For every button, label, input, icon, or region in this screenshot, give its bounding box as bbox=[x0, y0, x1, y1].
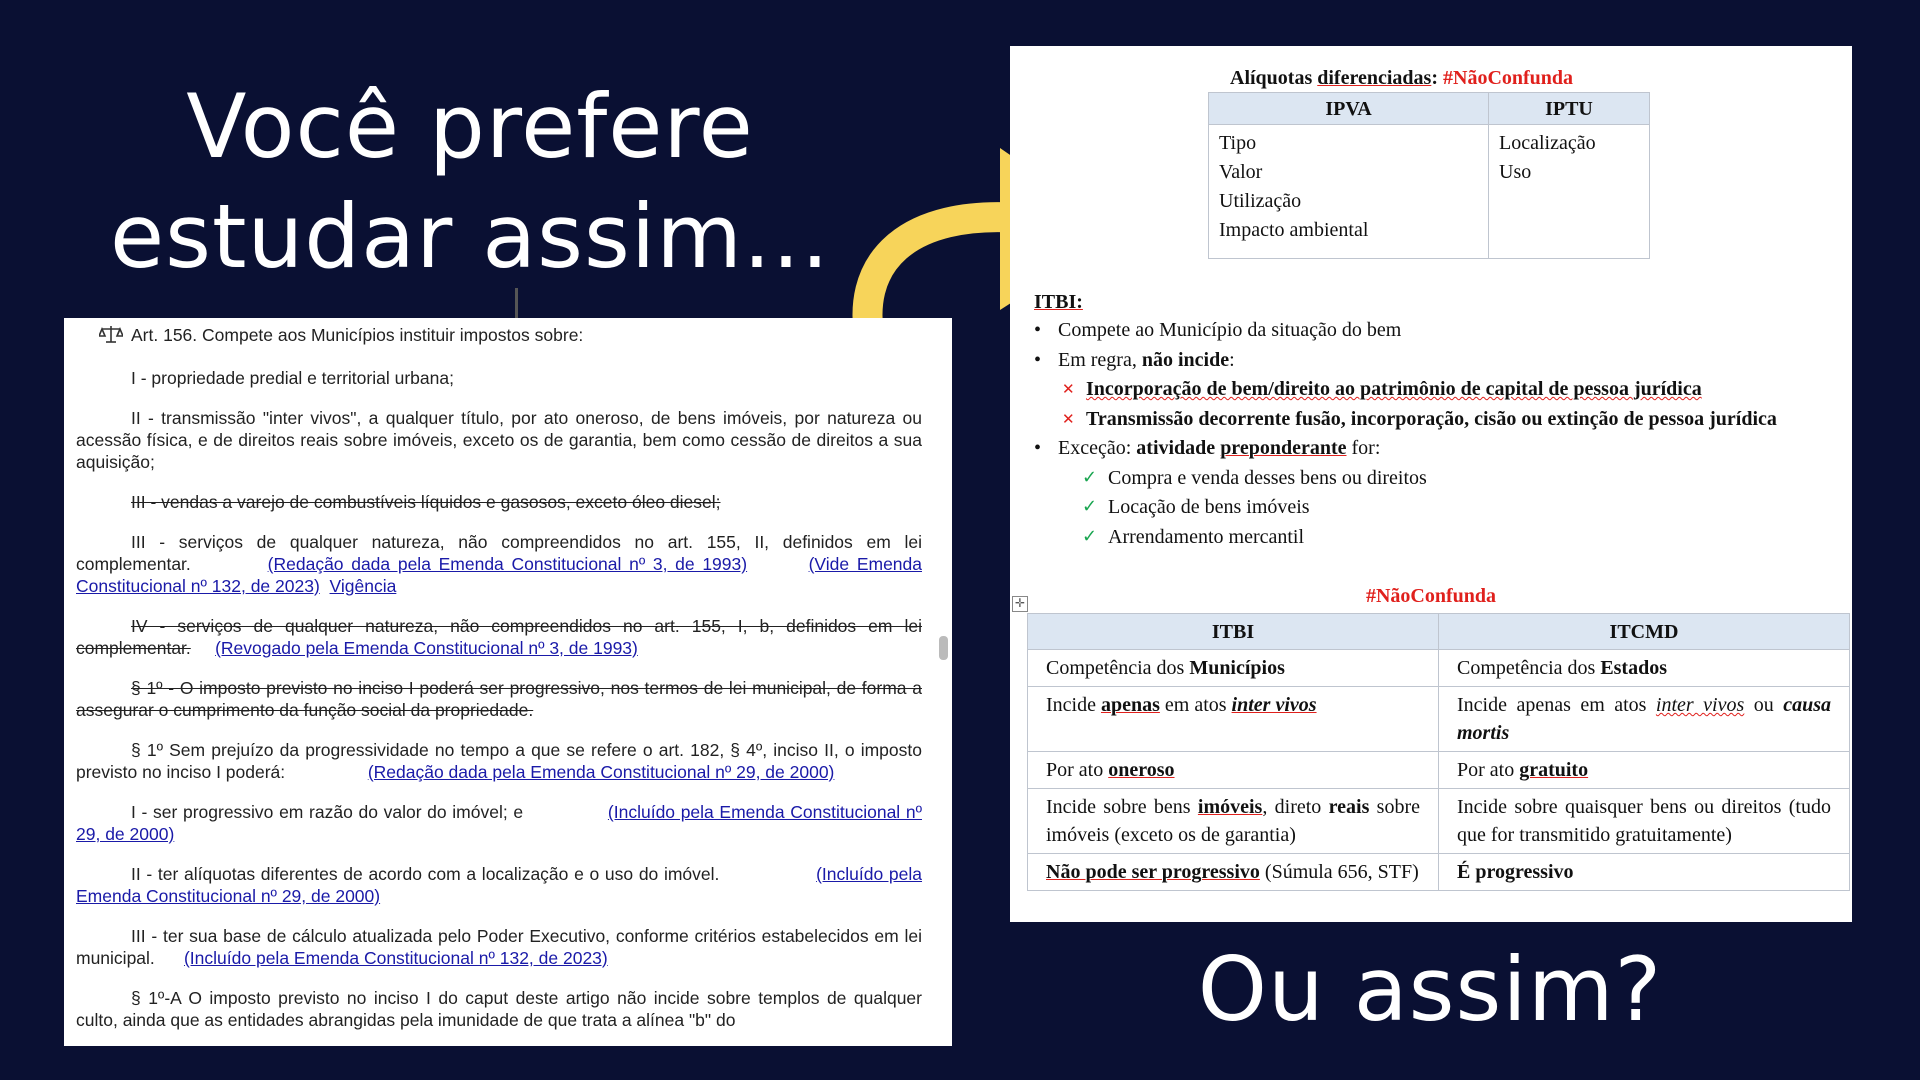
cell-bold: reais bbox=[1328, 796, 1370, 818]
list-item bbox=[1034, 464, 1844, 494]
ipva-item: Utilização bbox=[1219, 190, 1302, 212]
table-move-handle-icon[interactable]: ✛ bbox=[1012, 596, 1028, 612]
check-icon: ✓ bbox=[1082, 525, 1098, 547]
itbi-itcmd-table bbox=[1027, 613, 1850, 891]
table-row bbox=[1028, 650, 1850, 687]
itbi-heading: ITBI: bbox=[1034, 291, 1083, 313]
header-itbi: ITBI bbox=[1028, 614, 1439, 650]
cell-bold: É progressivo bbox=[1457, 861, 1574, 883]
law-link-ec29[interactable]: (Redação dada pela Emenda Constitucional nº 29, de 2000) bbox=[367, 762, 835, 782]
cell-text: Por ato bbox=[1457, 759, 1520, 781]
list-item-bold: atividade bbox=[1136, 437, 1221, 459]
header-iptu: IPTU bbox=[1489, 93, 1650, 125]
cell-bold: imóveis bbox=[1197, 796, 1263, 818]
law-p4-text: III - serviços de qualquer natureza, não compreendidos no art. 155, II, definidos em lei complementar. bbox=[76, 532, 922, 574]
list-item-text: Transmissão decorrente fusão, incorporação, cisão ou extinção de pessoa jurídica bbox=[1086, 407, 1777, 430]
cell-text: Incide bbox=[1046, 694, 1101, 716]
cross-icon: ✕ bbox=[1062, 380, 1075, 398]
list-item-text: Exceção: bbox=[1058, 437, 1137, 459]
table-row bbox=[1028, 789, 1850, 854]
cell-text: Competência dos bbox=[1046, 657, 1190, 679]
list-item-text: Locação de bens imóveis bbox=[1108, 496, 1310, 518]
law-p10 bbox=[76, 925, 922, 969]
iptu-item: Localização bbox=[1499, 132, 1596, 154]
aliquotas-title-prefix: Alíquotas bbox=[1230, 67, 1318, 89]
check-icon: ✓ bbox=[1082, 466, 1098, 488]
aliquotas-table bbox=[1208, 92, 1650, 259]
cell-itcmd bbox=[1439, 650, 1850, 687]
list-item-colon: : bbox=[1229, 348, 1235, 371]
headline-line-1: Você prefere bbox=[186, 75, 754, 178]
law-p3-revoked: III - vendas a varejo de combustíveis líquidos e gasosos, exceto óleo diesel; bbox=[131, 492, 721, 512]
cell-text: Incide apenas em atos bbox=[1457, 694, 1656, 716]
law-link-vide-ec132[interactable]: (Vide Emenda Constitucional nº 132, de 2023) bbox=[76, 554, 922, 596]
list-item bbox=[1034, 316, 1844, 346]
ipva-item: Valor bbox=[1219, 161, 1263, 183]
ipva-cell bbox=[1209, 125, 1489, 259]
law-text-panel[interactable] bbox=[64, 318, 952, 1046]
law-p9 bbox=[76, 863, 922, 907]
bullet-icon: • bbox=[1034, 319, 1042, 341]
list-item-text: Compra e venda desses bens ou direitos bbox=[1108, 466, 1427, 489]
cell-bold: Não pode ser progressivo bbox=[1046, 861, 1260, 883]
iptu-cell bbox=[1489, 125, 1650, 259]
iptu-item: Uso bbox=[1499, 161, 1532, 183]
bullet-icon: • bbox=[1034, 348, 1042, 371]
cell-text: ou bbox=[1744, 694, 1784, 716]
cell-itbi bbox=[1028, 789, 1439, 854]
scales-icon bbox=[99, 324, 123, 349]
list-item-bold-underlined: preponderante bbox=[1220, 437, 1347, 459]
cell-itcmd bbox=[1439, 854, 1850, 891]
law-p8 bbox=[76, 801, 922, 845]
cell-itbi bbox=[1028, 650, 1439, 687]
list-item-text: Incorporação de bem/direito ao patrimônio de capital de pessoa jurídica bbox=[1086, 378, 1702, 400]
bullet-icon: • bbox=[1034, 437, 1042, 459]
cell-bold: gratuito bbox=[1519, 759, 1589, 781]
itbi-list bbox=[1034, 316, 1844, 552]
table-row bbox=[1028, 687, 1850, 752]
aliquotas-title-colon: : bbox=[1431, 67, 1443, 89]
aliquotas-title bbox=[1230, 64, 1573, 92]
cell-itcmd bbox=[1439, 752, 1850, 789]
cell-bold: Estados bbox=[1600, 657, 1668, 679]
cell-text: , direto bbox=[1262, 796, 1329, 818]
cell-text: (Súmula 656, STF) bbox=[1259, 861, 1419, 883]
header-ipva: IPVA bbox=[1209, 93, 1489, 125]
law-link-revogado[interactable]: (Revogado pela Emenda Constitucional nº 3, de 1993) bbox=[215, 638, 638, 658]
notes-panel bbox=[1010, 46, 1852, 922]
ipva-item: Impacto ambiental bbox=[1219, 219, 1369, 241]
cell-itcmd bbox=[1439, 687, 1850, 752]
law-p1: I - propriedade predial e territorial urbana; bbox=[131, 368, 454, 388]
headline-bottom: Ou assim? bbox=[1197, 938, 1663, 1041]
table-row bbox=[1028, 752, 1850, 789]
check-icon: ✓ bbox=[1082, 496, 1098, 517]
headline-top bbox=[90, 72, 850, 292]
cell-itcmd: Incide sobre quaisquer bens ou direitos (tudo que for transmitido gratuitamente) bbox=[1439, 789, 1850, 854]
cell-bold: oneroso bbox=[1108, 759, 1175, 781]
cell-itbi bbox=[1028, 854, 1439, 891]
list-item bbox=[1034, 346, 1844, 376]
list-item-text: Em regra, bbox=[1058, 348, 1142, 371]
law-link-ec3[interactable]: (Redação dada pela Emenda Constitucional nº 3, de 1993) bbox=[267, 554, 748, 574]
cell-text: Competência dos bbox=[1457, 657, 1601, 679]
hashtag-naoconfunda-2: #NãoConfunda bbox=[1365, 585, 1497, 607]
cell-bold: apenas bbox=[1100, 694, 1160, 716]
cross-icon: ✕ bbox=[1062, 409, 1075, 428]
list-item-text: Compete ao Município da situação do bem bbox=[1058, 319, 1402, 341]
cell-text: em atos bbox=[1159, 694, 1232, 716]
cell-bold: Municípios bbox=[1189, 657, 1285, 679]
list-item bbox=[1034, 523, 1844, 553]
law-p2: II - transmissão "inter vivos", a qualquer título, por ato oneroso, de bens imóveis, por natureza ou acessão física, e de direitos reais sobre imóveis, exceto os de garantia, bem como cessão de direitos a sua aquisição; bbox=[76, 408, 922, 472]
law-link-vigencia[interactable]: Vigência bbox=[329, 576, 397, 596]
hashtag-naoconfunda: #NãoConfunda bbox=[1443, 67, 1574, 89]
cell-italic: inter vivos bbox=[1655, 694, 1745, 716]
list-item-bold: não incide bbox=[1141, 348, 1230, 371]
cell-text: Incide sobre bens bbox=[1046, 796, 1198, 818]
cell-text: Por ato bbox=[1046, 759, 1109, 781]
cell-itbi bbox=[1028, 687, 1439, 752]
law-p10-text: III - ter sua base de cálculo atualizada pelo Poder Executivo, conforme critérios estabelecidos em lei municipal. bbox=[76, 926, 922, 968]
law-art-156 bbox=[76, 324, 922, 349]
headline-line-2: estudar assim... bbox=[110, 185, 830, 288]
list-item-text-post: for: bbox=[1346, 437, 1381, 459]
table-row bbox=[1028, 854, 1850, 891]
law-p4 bbox=[76, 531, 922, 597]
scrollbar-thumb[interactable] bbox=[939, 636, 948, 660]
header-itcmd: ITCMD bbox=[1439, 614, 1850, 650]
list-item bbox=[1034, 493, 1844, 523]
law-p6-revoked: § 1º - O imposto previsto no inciso I poderá ser progressivo, nos termos de lei municipal, de forma a assegurar o cumprimento da função social da propriedade. bbox=[76, 678, 922, 720]
cell-italic-bold: causa mortis bbox=[1457, 694, 1831, 744]
aliquotas-title-underlined: diferenciadas bbox=[1317, 67, 1432, 89]
list-item bbox=[1034, 405, 1844, 435]
law-link-ec29-b[interactable]: (Incluído pela Emenda Constitucional nº 29, de 2000) bbox=[76, 864, 923, 906]
list-item bbox=[1034, 375, 1844, 405]
ipva-item: Tipo bbox=[1219, 132, 1257, 154]
law-p7-text: § 1º Sem prejuízo da progressividade no tempo a que se refere o art. 182, § 4º, inciso II, o imposto previsto no inciso I poderá: bbox=[76, 740, 922, 782]
law-p9-text: II - ter alíquotas diferentes de acordo com a localização e o uso do imóvel. bbox=[131, 864, 720, 884]
cell-itbi bbox=[1028, 752, 1439, 789]
cell-italic: inter vivos bbox=[1231, 694, 1317, 716]
law-link-ec132[interactable]: (Incluído pela Emenda Constitucional nº 132, de 2023) bbox=[183, 948, 608, 968]
law-p11: § 1º-A O imposto previsto no inciso I do caput deste artigo não incide sobre templos de qualquer culto, ainda que as entidades abrangidas pela imunidade de que trata a alínea "b" do bbox=[76, 988, 922, 1030]
list-item bbox=[1034, 434, 1844, 464]
cell-text: sobre imóveis (exceto os de garantia) bbox=[1046, 796, 1420, 846]
law-link-ec29-a[interactable]: (Incluído pela Emenda Constitucional nº 29, de 2000) bbox=[76, 802, 922, 844]
law-p7 bbox=[76, 739, 922, 783]
law-art-text: Art. 156. Compete aos Municípios instituir impostos sobre: bbox=[131, 325, 584, 345]
law-p8-text: I - ser progressivo em razão do valor do imóvel; e bbox=[131, 802, 524, 822]
law-p5-text: IV - serviços de qualquer natureza, não compreendidos no art. 155, I, b, definidos em lei complementar. bbox=[76, 616, 922, 658]
law-p5 bbox=[76, 615, 922, 659]
list-item-text: Arrendamento mercantil bbox=[1108, 525, 1305, 548]
